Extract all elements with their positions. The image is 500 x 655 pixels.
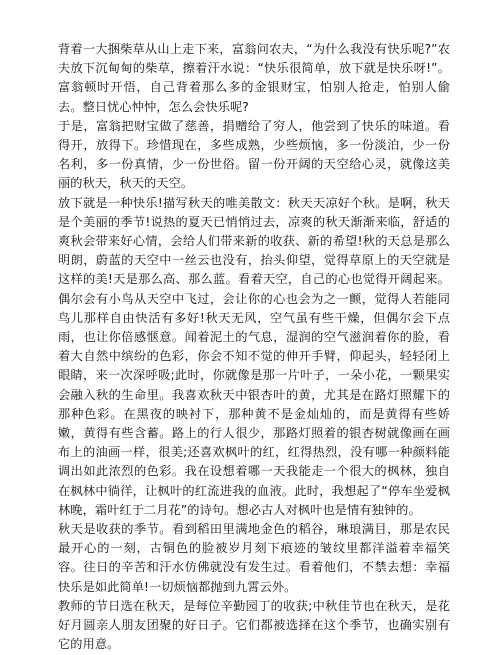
paragraph-4: 秋天是收获的季节。看到稻田里满地金色的稻谷，琳琅满目，那是农民最开心的一刻，古铜色的脸被岁月刻下痕迹的皱纹里都洋溢着幸福笑容。往日的辛苦和汗水仿佛就没有发生过。看着他们，不禁去想：幸福快乐是如此简单!一切烦恼都抛到九霄云外。 — [58, 522, 450, 594]
paragraph-3: 放下就是一种快乐!描写秋天的唯美散文：秋天天凉好个秋。是啊，秋天是个美丽的季节!说热的夏天已悄悄过去，凉爽的秋天渐渐来临，舒适的爽秋会带来好心情，会给人们带来新的收获、新的希望!秋的天总是那么明朗，蔚蓝的天空中一丝云也没有，抬头仰望，觉得草原上的天空就是这样的美!天是那么高、那么蓝。看着天空，自己的心也觉得开阔起来。偶尔会有小鸟从天空中飞过，会让你的心也会为之一颤，觉得人若能同鸟儿那样自由快活有多好!秋天无风，空气虽有些干燥，但偶尔会下点雨，也让你倍感惬意。闻着泥土的气息，湿润的空气滋润着你的脸，看着大自然中缤纷的色彩，你会不知不觉的伸开手臂，仰起头，轻轻闭上眼睛，来一次深呼吸;此时，你就像是那一片叶子，一朵小花，一颗果实会融入秋的生命里。我喜欢秋天中银杏叶的黄，尤其是在路灯照耀下的那种色彩。在黑夜的映衬下，那种黄不是金灿灿的，而是黄得有些娇嫩，黄得有些含蓄。路上的行人很少，那路灯照着的银杏树就像画在画布上的油画一样，很美;还喜欢枫叶的红，红得热烈，没有哪一种颜料能调出如此浓烈的色彩。我在设想着哪一天我能走一个很大的枫林，独自在枫林中徜徉，让枫叶的红流进我的血液。此时，我想起了“停车坐爱枫林晚，霜叶红于二月花”的诗句。想必古人对枫叶也是情有独钟的。 — [58, 195, 450, 517]
document-body — [58, 40, 450, 655]
paragraph-2: 于是，富翁把财宝做了慈善，捐赠给了穷人，他尝到了快乐的味道。看得开，放得下。珍惜现在，多些成熟，少些烦恼，多一份淡泊，少一份名利，多一份真情，少一份世俗。留一份开阔的天空给心灵，就像这美丽的秋天，秋天的天空。 — [58, 118, 450, 191]
paragraph-5: 教师的节日选在秋天，是每位辛勤园丁的收获;中秋佳节也在秋天，是花好月圆亲人朋友团聚的好日子。它们都被选择在这个季节，也确实别有它的用意。 — [58, 598, 450, 652]
paragraph-1: 背着一大捆柴草从山上走下来，富翁问农夫，“为什么我没有快乐呢?”农夫放下沉甸甸的柴草，擦着汗水说：“快乐很简单，放下就是快乐呀!”。富翁顿时开悟，自己背着那么多的金银财宝，怕别人抢走，怕别人偷去。整日忧心忡忡，怎么会快乐呢? — [58, 42, 450, 114]
